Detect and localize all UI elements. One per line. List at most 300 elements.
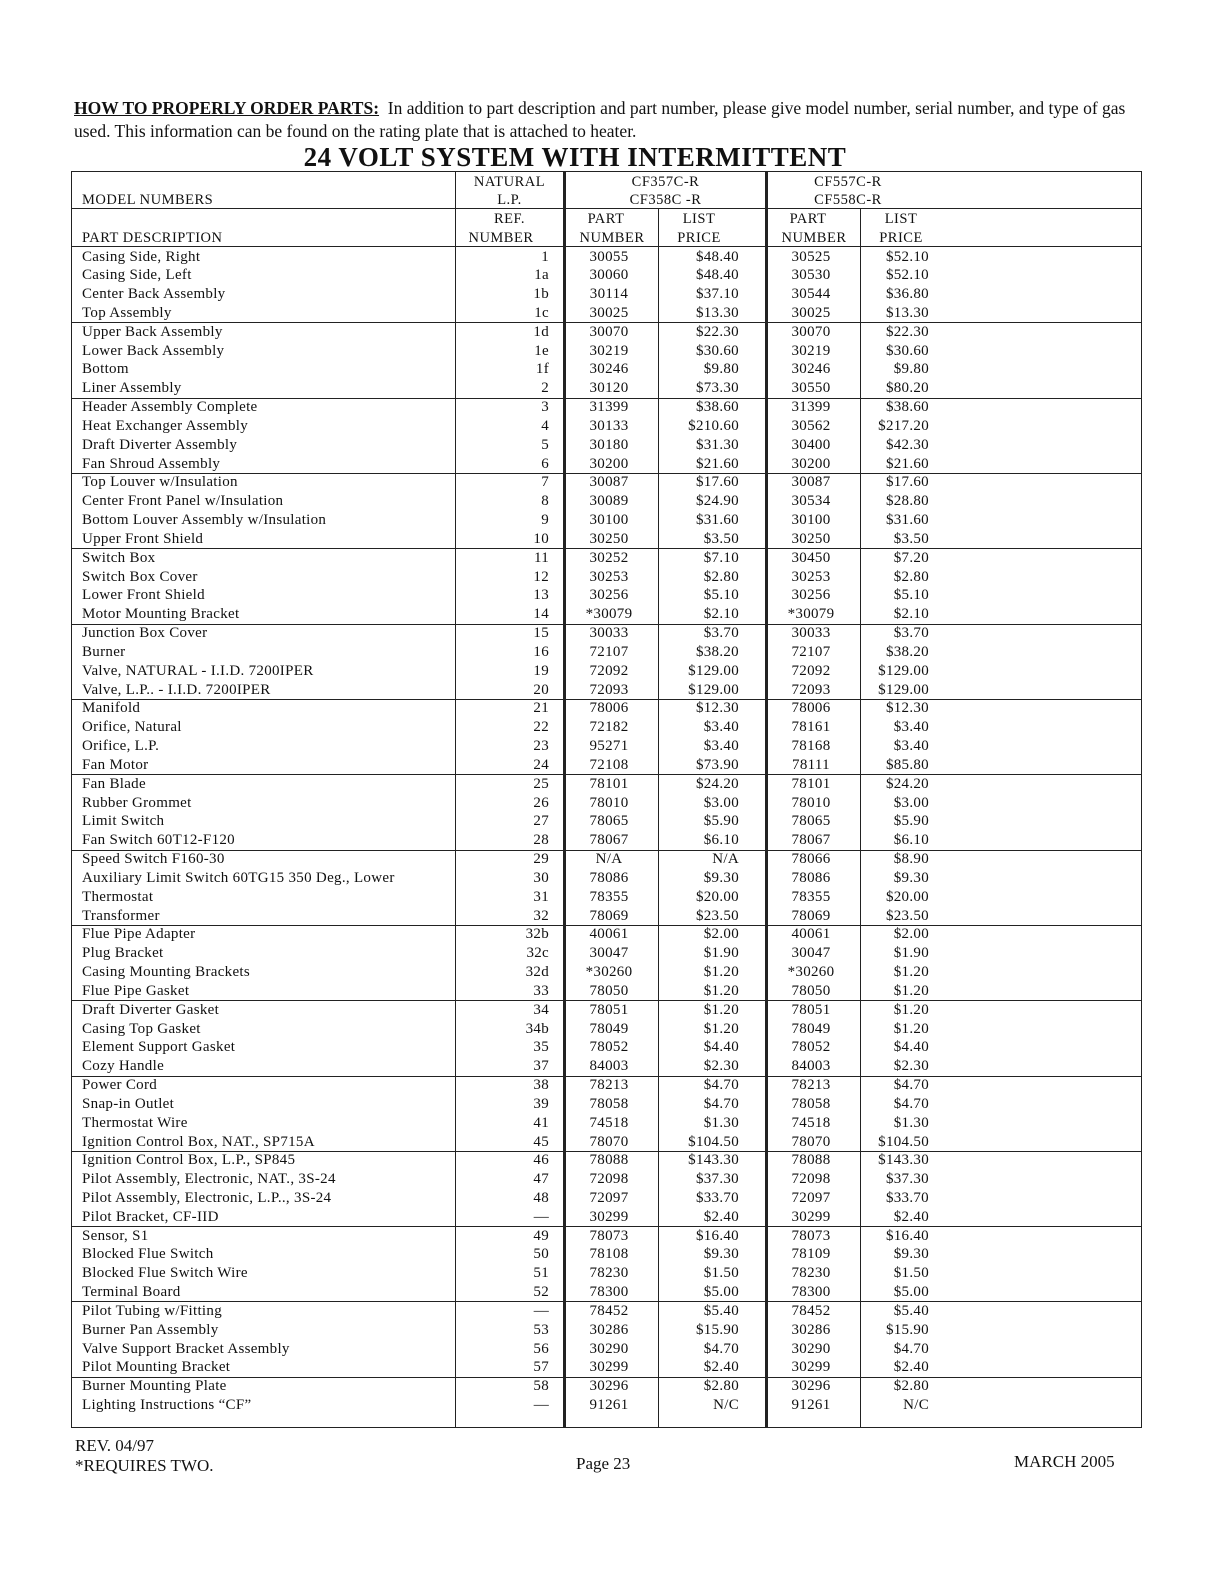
row-lb: $13.30 [885, 304, 929, 321]
row-lb: $2.40 [893, 1208, 929, 1225]
row-pb: 78230 [791, 1265, 831, 1282]
row-lb: $5.00 [893, 1284, 929, 1301]
row-la: $104.50 [688, 1133, 739, 1150]
row-pa: 30047 [589, 945, 629, 962]
row-desc: Burner [82, 643, 126, 660]
row-lb: $38.20 [885, 643, 929, 660]
row-pb: 30219 [791, 342, 831, 359]
row-la: $129.00 [688, 662, 739, 679]
row-pb: 30299 [791, 1208, 831, 1225]
row-pb: 30025 [791, 304, 831, 321]
row-lb: $36.80 [885, 286, 929, 303]
row-desc: Terminal Board [82, 1284, 181, 1301]
row-lb: $3.00 [893, 794, 929, 811]
row-pa: 30256 [589, 587, 629, 604]
row-lb: $1.20 [893, 1001, 929, 1018]
row-ref: 56 [533, 1340, 549, 1357]
row-desc: Casing Side, Right [82, 248, 201, 265]
row-pa: 78069 [589, 907, 629, 924]
row-lb: $52.10 [885, 267, 929, 284]
row-la: $23.50 [695, 907, 739, 924]
part-a-header-line2: NUMBER [579, 230, 645, 246]
row-ref: 10 [533, 530, 549, 547]
row-pb: 40061 [791, 926, 831, 943]
part-b-header-line2: NUMBER [781, 230, 847, 246]
ref-header-line1: REF. [493, 211, 526, 227]
row-la: $210.60 [688, 417, 739, 434]
row-pa: 30200 [589, 455, 629, 472]
row-lb: $42.30 [885, 436, 929, 453]
row-pa: 78070 [589, 1133, 629, 1150]
row-ref: 8 [541, 493, 549, 510]
row-ref: 6 [541, 455, 549, 472]
row-lb: $1.30 [893, 1114, 929, 1131]
gas-natural-label: NATURAL [473, 174, 546, 190]
row-pb: 30562 [791, 417, 831, 434]
row-la: $12.30 [695, 700, 739, 717]
row-pa: 78010 [589, 794, 629, 811]
row-lb: $22.30 [885, 323, 929, 340]
row-desc: Pilot Assembly, Electronic, NAT., 3S-24 [82, 1171, 336, 1188]
row-pb: 78069 [791, 907, 831, 924]
row-desc: Switch Box Cover [82, 568, 198, 585]
row-lb: $1.20 [893, 964, 929, 981]
row-ref: 23 [533, 738, 549, 755]
row-desc: Transformer [82, 907, 160, 924]
row-ref: 1f [535, 361, 549, 378]
row-la: $33.70 [695, 1190, 739, 1206]
row-la: $38.20 [695, 643, 739, 660]
row-pa: 78086 [589, 869, 629, 886]
row-pb: 78355 [791, 888, 831, 905]
row-la: $2.10 [703, 606, 739, 623]
row-desc: Rubber Grommet [82, 794, 192, 811]
row-pb: 78006 [791, 700, 831, 717]
publication-date: MARCH 2005 [1014, 1452, 1115, 1471]
row-pa: 91261 [589, 1397, 629, 1414]
row-pb: 30400 [791, 436, 831, 453]
row-la: $5.90 [703, 813, 739, 830]
rule-model-a-left [563, 172, 566, 1427]
model-b-line1: CF557C-R [814, 174, 882, 190]
row-pb: 91261 [791, 1397, 831, 1414]
part-description-header: PART DESCRIPTION [82, 230, 223, 246]
row-desc: Draft Diverter Assembly [82, 436, 238, 453]
row-pb: 31399 [791, 399, 831, 416]
row-pb: 30534 [791, 493, 831, 510]
row-desc: Pilot Assembly, Electronic, L.P.., 3S-24 [82, 1190, 332, 1206]
model-a-line2: CF358C -R [629, 192, 702, 208]
row-ref: 45 [533, 1133, 549, 1150]
row-lb: $129.00 [878, 662, 929, 679]
row-la: $143.30 [688, 1152, 739, 1169]
row-ref: 5 [541, 436, 549, 453]
row-pa: 78300 [589, 1284, 629, 1301]
row-pb: 78052 [791, 1039, 831, 1056]
row-pb: 30290 [791, 1340, 831, 1357]
row-pa: 78067 [589, 832, 629, 849]
row-la: $3.40 [703, 719, 739, 736]
row-pa: 95271 [589, 738, 629, 755]
row-la: $1.20 [703, 964, 739, 981]
row-lb: $24.20 [885, 775, 929, 792]
row-desc: Top Assembly [82, 304, 172, 321]
row-ref: 46 [533, 1152, 549, 1169]
row-ref: 1 [541, 248, 549, 265]
row-lb: $38.60 [885, 399, 929, 416]
row-lb: $37.30 [885, 1171, 929, 1188]
row-ref: 29 [533, 851, 549, 868]
row-ref: 48 [533, 1190, 549, 1206]
part-b-header-line1: PART [789, 211, 827, 227]
row-desc: Limit Switch [82, 813, 165, 830]
ordering-instructions-text: In addition to part description and part number, please give model number, serial number, and type of gas used. This information can be found on the rating plate that is attached to heater. [74, 98, 1126, 141]
row-la: N/A [712, 851, 739, 868]
row-ref: 1d [533, 323, 549, 340]
row-la: $3.00 [703, 794, 739, 811]
row-pa: 78052 [589, 1039, 629, 1056]
row-pb: 78111 [792, 756, 830, 773]
row-lb: $30.60 [885, 342, 929, 359]
row-desc: Bottom Louver Assembly w/Insulation [82, 512, 327, 529]
row-la: $30.60 [695, 342, 739, 359]
row-pa: 30299 [589, 1359, 629, 1376]
row-la: $24.20 [695, 775, 739, 792]
row-pb: 30087 [791, 474, 831, 491]
row-lb: $217.20 [878, 417, 929, 434]
part-a-header-line1: PART [587, 211, 625, 227]
row-pa: 30252 [589, 549, 629, 566]
row-la: $3.50 [703, 530, 739, 547]
row-pb: 78109 [791, 1246, 831, 1263]
row-la: $5.10 [703, 587, 739, 604]
row-desc: Power Cord [82, 1077, 158, 1094]
row-desc: Fan Switch 60T12-F120 [82, 832, 235, 849]
row-ref: 49 [533, 1227, 549, 1244]
row-desc: Center Front Panel w/Insulation [82, 493, 284, 510]
row-pb: 30299 [791, 1359, 831, 1376]
row-lb: $5.90 [893, 813, 929, 830]
row-ref: 22 [533, 719, 549, 736]
list-b-header-line1: LIST [884, 211, 918, 227]
row-lb: $20.00 [885, 888, 929, 905]
row-pa: 30120 [589, 380, 629, 397]
row-lb: $9.80 [893, 361, 929, 378]
row-pa: 78101 [589, 775, 629, 792]
row-pa: 30180 [589, 436, 629, 453]
row-lb: $21.60 [885, 455, 929, 472]
row-desc: Thermostat [82, 888, 154, 905]
row-pa: 84003 [589, 1058, 629, 1075]
row-la: $9.30 [703, 869, 739, 886]
row-la: $2.40 [703, 1359, 739, 1376]
row-ref: 52 [533, 1284, 549, 1301]
row-ref: 7 [541, 474, 549, 491]
row-pa: 72092 [589, 662, 629, 679]
row-lb: $12.30 [885, 700, 929, 717]
row-desc: Auxiliary Limit Switch 60TG15 350 Deg., Lower [82, 869, 395, 886]
model-b-line2: CF558C-R [814, 192, 882, 208]
row-la: $2.30 [703, 1058, 739, 1075]
row-desc: Speed Switch F160-30 [82, 851, 225, 868]
row-ref: 19 [533, 662, 549, 679]
row-la: $20.00 [695, 888, 739, 905]
row-lb: $1.90 [893, 945, 929, 962]
row-la: $73.90 [695, 756, 739, 773]
row-desc: Ignition Control Box, L.P., SP845 [82, 1152, 296, 1169]
row-pb: 72097 [791, 1190, 831, 1206]
row-ref: 47 [533, 1171, 549, 1188]
row-desc: Top Louver w/Insulation [82, 474, 238, 491]
row-la: $48.40 [695, 248, 739, 265]
page-number: Page 23 [576, 1454, 631, 1473]
row-ref: 34 [533, 1001, 549, 1018]
ordering-instructions-heading: HOW TO PROPERLY ORDER PARTS: [74, 98, 380, 118]
row-ref: 13 [533, 587, 549, 604]
row-la: $2.80 [703, 568, 739, 585]
row-ref: 1a [534, 267, 549, 284]
row-lb: $3.40 [893, 738, 929, 755]
row-lb: $4.70 [893, 1095, 929, 1112]
row-desc: Manifold [82, 700, 141, 717]
row-la: $1.50 [703, 1265, 739, 1282]
row-ref: 39 [533, 1095, 549, 1112]
page-title: 24 VOLT SYSTEM WITH INTERMITTENT [303, 142, 847, 172]
row-lb: $104.50 [878, 1133, 929, 1150]
row-la: $38.60 [695, 399, 739, 416]
row-desc: Bottom [82, 361, 129, 378]
row-lb: $2.30 [893, 1058, 929, 1075]
row-ref: 2 [541, 380, 549, 397]
row-pa: 30296 [589, 1378, 629, 1395]
row-ref: 24 [533, 756, 549, 773]
row-desc: Liner Assembly [82, 380, 182, 397]
row-lb: $5.40 [893, 1302, 929, 1319]
row-la: $6.10 [703, 832, 739, 849]
row-pb: 30550 [791, 380, 831, 397]
row-ref: 34b [525, 1020, 549, 1037]
row-pb: 30256 [791, 587, 831, 604]
row-ref: 35 [533, 1039, 549, 1056]
row-pa: 78073 [589, 1227, 629, 1244]
row-ref: 30 [533, 869, 549, 886]
row-pb: 74518 [791, 1114, 831, 1131]
requires-two-note: *REQUIRES TWO. [75, 1456, 214, 1475]
row-desc: Casing Mounting Brackets [82, 964, 251, 981]
row-pb: 30253 [791, 568, 831, 585]
row-desc: Fan Shroud Assembly [82, 455, 221, 472]
row-ref: 32d [525, 964, 549, 981]
row-lb: $2.80 [893, 1378, 929, 1395]
row-pb: 78049 [791, 1020, 831, 1037]
row-desc: Pilot Mounting Bracket [82, 1359, 231, 1376]
row-pb: 78058 [791, 1095, 831, 1112]
row-pa: 30114 [589, 286, 629, 303]
row-pa: 72107 [589, 643, 629, 660]
row-lb: $2.40 [893, 1359, 929, 1376]
row-la: $24.90 [695, 493, 739, 510]
row-lb: $9.30 [893, 1246, 929, 1263]
row-lb: $85.80 [885, 756, 929, 773]
row-ref: 25 [533, 775, 549, 792]
row-ref: 1e [534, 342, 549, 359]
model-numbers-label: MODEL NUMBERS [82, 192, 214, 208]
row-pb: 78088 [791, 1152, 831, 1169]
row-ref: 50 [533, 1246, 549, 1263]
row-pb: *30260 [787, 964, 835, 981]
row-pa: 31399 [589, 399, 629, 416]
row-pb: 30100 [791, 512, 831, 529]
row-la: $31.30 [695, 436, 739, 453]
row-desc: Valve, NATURAL - I.I.D. 7200IPER [82, 662, 314, 679]
row-ref: 16 [533, 643, 549, 660]
row-desc: Lower Front Shield [82, 587, 205, 604]
row-lb: $52.10 [885, 248, 929, 265]
row-ref: 15 [533, 625, 549, 642]
row-pa: 78452 [589, 1302, 629, 1319]
row-desc: Draft Diverter Gasket [82, 1001, 220, 1018]
row-desc: Blocked Flue Switch Wire [82, 1265, 248, 1282]
row-desc: Cozy Handle [82, 1058, 165, 1075]
row-lb: $2.00 [893, 926, 929, 943]
row-pa: 72097 [589, 1190, 629, 1206]
row-pa: 72093 [589, 681, 629, 698]
revision-label: REV. 04/97 [75, 1436, 155, 1455]
row-la: $2.00 [703, 926, 739, 943]
row-desc: Center Back Assembly [82, 286, 226, 303]
row-pa: 78108 [589, 1246, 629, 1263]
row-lb: $4.70 [893, 1077, 929, 1094]
gas-lp-label: L.P. [497, 192, 522, 208]
ref-header-line2: NUMBER [468, 230, 534, 246]
row-lb: $1.20 [893, 1020, 929, 1037]
row-desc: Sensor, S1 [82, 1227, 149, 1244]
row-pb: 30246 [791, 361, 831, 378]
row-lb: $7.20 [893, 549, 929, 566]
row-pa: 30253 [589, 568, 629, 585]
row-lb: $3.40 [893, 719, 929, 736]
row-ref: 53 [533, 1321, 549, 1338]
row-pb: 30070 [791, 323, 831, 340]
row-desc: Orifice, Natural [82, 719, 182, 736]
row-desc: Lower Back Assembly [82, 342, 225, 359]
row-pa: 74518 [589, 1114, 629, 1131]
row-desc: Header Assembly Complete [82, 399, 258, 416]
row-la: $31.60 [695, 512, 739, 529]
row-desc: Pilot Tubing w/Fitting [82, 1302, 222, 1319]
row-pa: 30070 [589, 323, 629, 340]
row-ref: 32c [526, 945, 549, 962]
row-desc: Thermostat Wire [82, 1114, 188, 1131]
row-desc: Element Support Gasket [82, 1039, 236, 1056]
row-pa: 78049 [589, 1020, 629, 1037]
row-lb: $4.40 [893, 1039, 929, 1056]
row-la: $1.20 [703, 982, 739, 999]
row-pa: 72098 [589, 1171, 629, 1188]
row-la: $2.40 [703, 1208, 739, 1225]
row-ref: 26 [533, 794, 549, 811]
row-la: $15.90 [695, 1321, 739, 1338]
row-ref: 33 [533, 982, 549, 999]
row-pa: 78355 [589, 888, 629, 905]
row-pb: 72093 [791, 681, 831, 698]
row-pa: 78230 [589, 1265, 629, 1282]
row-desc: Fan Blade [82, 775, 146, 792]
row-ref: 9 [541, 512, 549, 529]
row-la: N/C [713, 1397, 739, 1414]
row-ref: — [533, 1302, 549, 1319]
row-pb: 78168 [791, 738, 831, 755]
row-pb: 78051 [791, 1001, 831, 1018]
row-la: $1.90 [703, 945, 739, 962]
row-lb: $3.50 [893, 530, 929, 547]
row-pb: 30286 [791, 1321, 831, 1338]
row-pb: 30033 [791, 625, 831, 642]
list-b-header-line2: PRICE [879, 230, 923, 246]
row-la: $3.70 [703, 625, 739, 642]
row-desc: Switch Box [82, 549, 156, 566]
row-lb: $15.90 [885, 1321, 929, 1338]
row-la: $13.30 [695, 304, 739, 321]
row-pb: 72098 [791, 1171, 831, 1188]
row-pa: *30260 [585, 964, 633, 981]
row-la: $4.70 [703, 1340, 739, 1357]
row-desc: Plug Bracket [82, 945, 164, 962]
row-la: $37.10 [695, 286, 739, 303]
row-ref: — [533, 1208, 549, 1225]
row-pa: 30100 [589, 512, 629, 529]
row-ref: 37 [533, 1058, 549, 1075]
row-pb: 30200 [791, 455, 831, 472]
row-desc: Lighting Instructions “CF” [82, 1397, 252, 1414]
row-ref: 21 [533, 700, 549, 717]
row-pb: 78067 [791, 832, 831, 849]
row-la: $17.60 [695, 474, 739, 491]
ordering-instructions [74, 97, 1134, 143]
row-la: $73.30 [695, 380, 739, 397]
row-pb: 78065 [791, 813, 831, 830]
row-lb: $129.00 [878, 681, 929, 698]
row-ref: 41 [533, 1114, 549, 1131]
row-pb: 78101 [791, 775, 831, 792]
row-lb: $80.20 [885, 380, 929, 397]
row-la: $1.20 [703, 1001, 739, 1018]
row-pb: 84003 [791, 1058, 831, 1075]
row-la: $1.20 [703, 1020, 739, 1037]
row-pa: 30219 [589, 342, 629, 359]
row-pa: *30079 [585, 606, 633, 623]
row-ref: 3 [541, 399, 549, 416]
row-ref: 32b [525, 926, 549, 943]
row-la: $3.40 [703, 738, 739, 755]
row-ref: 4 [541, 417, 549, 434]
row-desc: Upper Front Shield [82, 530, 204, 547]
row-pb: 30047 [791, 945, 831, 962]
row-lb: $28.80 [885, 493, 929, 510]
row-la: $2.80 [703, 1378, 739, 1395]
row-lb: $8.90 [893, 851, 929, 868]
row-lb: $4.70 [893, 1340, 929, 1357]
row-pa: 30033 [589, 625, 629, 642]
row-desc: Valve Support Bracket Assembly [82, 1340, 290, 1357]
row-la: $7.10 [703, 549, 739, 566]
row-lb: $33.70 [885, 1190, 929, 1206]
list-a-header-line2: PRICE [677, 230, 721, 246]
row-pb: *30079 [787, 606, 835, 623]
row-la: $22.30 [695, 323, 739, 340]
row-desc: Flue Pipe Adapter [82, 926, 196, 943]
row-pb: 78213 [791, 1077, 831, 1094]
